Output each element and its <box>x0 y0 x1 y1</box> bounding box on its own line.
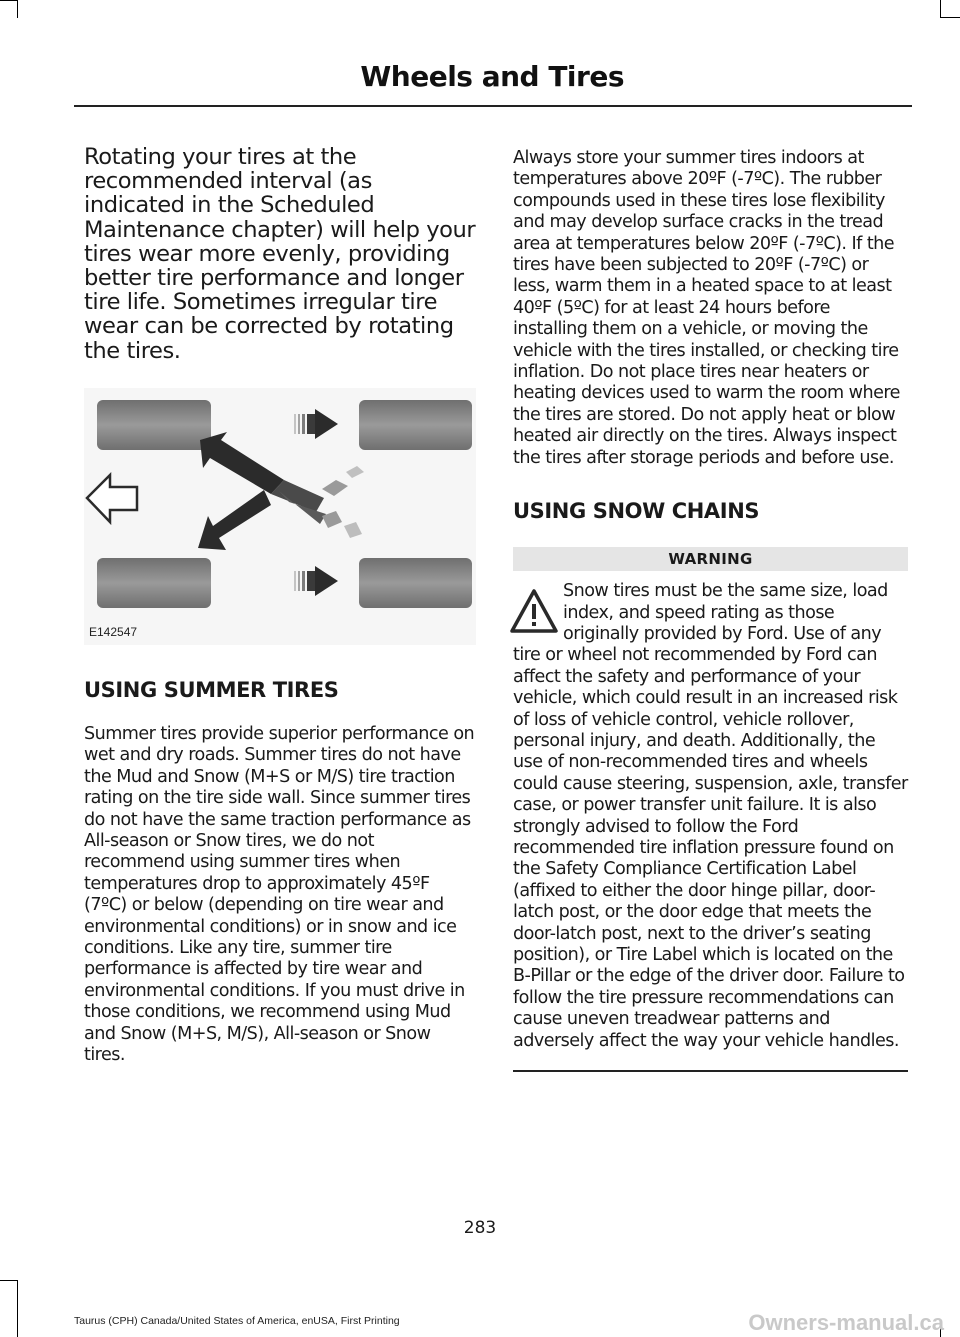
crop-mark <box>940 17 960 18</box>
page-number: 283 <box>463 1218 497 1238</box>
crop-mark <box>940 0 941 18</box>
summer-tires-paragraph: Summer tires provide superior performance on wet and dry roads. Summer tires do not have the Mud and Snow (M+S or M/S) tire traction rating on the tire side wall. Since summer tires do not have the same traction performance as All-season or Snow tires, we do not recommend using summer tires when temperatures drop to approximately 45ºF (7ºC) or below (depending on tire wear and environmental conditions) or in snow and ice conditions. Like any tire, summer tire performance is affected by tire wear and environmental conditions. If you must drive in those conditions, we recommend using Mud and Snow (M+S, M/S), All-season or Snow tires. <box>84 724 475 1066</box>
right-arrow-bottom-icon <box>294 566 338 596</box>
warning-end-divider <box>513 1070 908 1072</box>
crop-mark <box>0 1280 18 1281</box>
intro-paragraph: Rotating your tires at the recommended interval (as indicated in the Scheduled Maintenance chapter) will help your tires wear more evenly, providing better tire performance and longer tire life. Sometimes irregular tire wear can be corrected by rotating the tires. <box>84 144 476 364</box>
right-column <box>513 148 908 1072</box>
tire-front-right <box>359 400 472 450</box>
warning-text: Snow tires must be the same size, load index, and speed rating as those originally provided by Ford. Use of any tire or wheel not recommended by Ford can affect the safety and performance of your vehicle, which could result in an increased risk of loss of vehicle control, vehicle rollover, personal injury, and death. Additionally, the use of non-recommended tires and wheels could cause steering, suspension, axle, transfer case, or power transfer unit failure. It is also strongly advised to follow the Ford recommended tire inflation pressure found on the Safety Compliance Certification Label (affixed to either the door hinge pillar, door-latch post, or the door edge that meets the door-latch post, next to the driver’s seating position), or Tire Label which is located on the B-Pillar or the edge of the driver door. Failure to follow the tire pressure recommendations can cause uneven treadwear patterns and adversely affect the way your vehicle handles. <box>513 581 908 1051</box>
warning-header: WARNING <box>513 547 908 571</box>
tire-rotation-figure <box>84 388 476 645</box>
tire-rear-right <box>359 558 472 608</box>
left-column <box>84 145 476 363</box>
tire-rotation-diagram <box>84 388 476 645</box>
snow-chains-heading: USING SNOW CHAINS <box>513 499 760 524</box>
summer-tires-section <box>84 678 476 1067</box>
watermark: Owners-manual.ca <box>748 1310 944 1335</box>
page-title: Wheels and Tires <box>360 60 624 93</box>
crop-mark <box>0 0 18 1</box>
diagonal-arrow-down-icon <box>198 490 362 550</box>
crop-mark <box>17 0 18 18</box>
header-divider <box>74 105 912 107</box>
publication-footer: Taurus (CPH) Canada/United States of America, enUSA, First Printing <box>74 1315 400 1327</box>
storage-paragraph: Always store your summer tires indoors at temperatures above 20ºF (-7ºC). The rubber compounds used in these tires lose flexibility and may develop surface cracks in the tread area at temperatures below 20ºF (-7ºC). If the tires have been subjected to 20ºF (-7ºC) or less, warm them in a heated space to at least 40ºF (5ºC) for at least 24 hours before installing them on a vehicle, or moving the vehicle with the tires installed, or checking tire inflation. Do not place tires near heaters or heating devices used to warm the room where the tires are stored. Do not apply heat or blow heated air directly on the tires. Always inspect the tires after storage periods and before use. <box>513 148 900 468</box>
warning-triangle-icon <box>509 587 559 637</box>
diagonal-arrow-up-icon <box>200 432 364 512</box>
figure-code: E142547 <box>89 625 138 639</box>
tire-rear-left <box>97 558 211 608</box>
warning-block <box>513 581 908 1072</box>
right-arrow-top-icon <box>294 409 338 439</box>
front-arrow-icon <box>87 475 137 522</box>
tire-front-left <box>97 400 211 450</box>
crop-mark <box>17 1280 18 1337</box>
summer-tires-heading: USING SUMMER TIRES <box>84 678 339 702</box>
